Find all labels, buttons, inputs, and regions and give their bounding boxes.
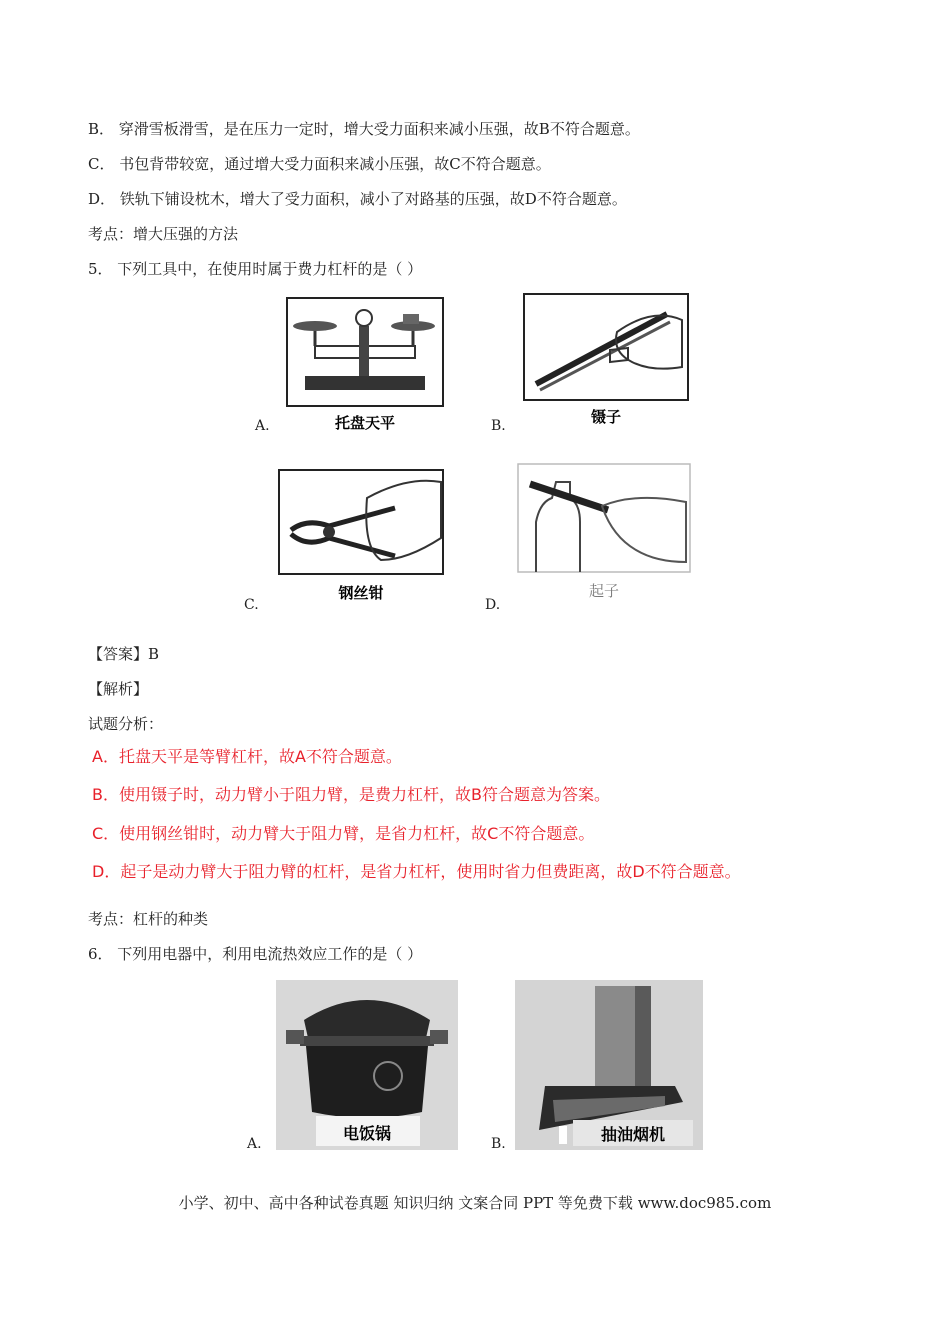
figure-tweezers [522,292,690,432]
analysis-c: C．使用钢丝钳时，动力臂大于阻力臂，是省力杠杆，故C不符合题意。 [92,824,595,843]
caption-opener: 起子 [588,582,620,600]
question-5: 5． 下列工具中，在使用时属于费力杠杆的是（ ） [88,260,423,278]
option-d-letter: D. [485,597,501,613]
knowledge-point-4: 考点：增大压强的方法 [88,225,239,243]
text-line-c: C． 书包背带较宽，通过增大受力面积来减小压强，故C不符合题意。 [88,155,551,173]
text-line-b: B． 穿滑雪板滑雪，是在压力一定时，增大受力面积来减小压强，故B不符合题意。 [88,120,640,138]
knowledge-point-5: 考点：杠杆的种类 [88,910,209,928]
option-b-letter: B. [491,418,506,434]
option-a-letter: A. [255,418,270,434]
q6-option-a-letter: A. [247,1136,262,1152]
q6-option-b-letter: B. [491,1136,506,1152]
caption-range-hood: 抽油烟机 [600,1125,666,1144]
analysis-a: A．托盘天平是等臂杠杆，故A不符合题意。 [92,747,402,766]
answer-label: 【答案】B [88,645,160,663]
option-c-letter: C. [244,597,259,613]
analysis-label: 【解析】 [88,680,149,698]
analysis-b: B．使用镊子时，动力臂小于阻力臂，是费力杠杆，故B符合题意为答案。 [92,785,610,804]
caption-tweezers: 镊子 [590,408,622,426]
figure-rice-cooker [276,980,458,1150]
question-6: 6． 下列用电器中，利用电流热效应工作的是（ ） [88,945,423,963]
figure-balance [285,296,445,436]
caption-balance: 托盘天平 [334,414,396,432]
figure-range-hood [515,980,703,1150]
analysis-intro: 试题分析： [88,715,164,733]
caption-rice-cooker: 电饭锅 [342,1124,392,1143]
figure-bottle-opener [516,462,692,602]
page-footer: 小学、初中、高中各种试卷真题 知识归纳 文案合同 PPT 等免费下载 www.doc985.com [178,1194,772,1212]
caption-pliers: 钢丝钳 [338,584,384,602]
figure-pliers [277,468,445,608]
analysis-d: D．起子是动力臂大于阻力臂的杠杆，是省力杠杆，使用时省力但费距离，故D不符合题意。 [92,862,741,881]
text-line-d: D． 铁轨下铺设枕木，增大了受力面积，减小了对路基的压强，故D不符合题意。 [88,190,627,208]
